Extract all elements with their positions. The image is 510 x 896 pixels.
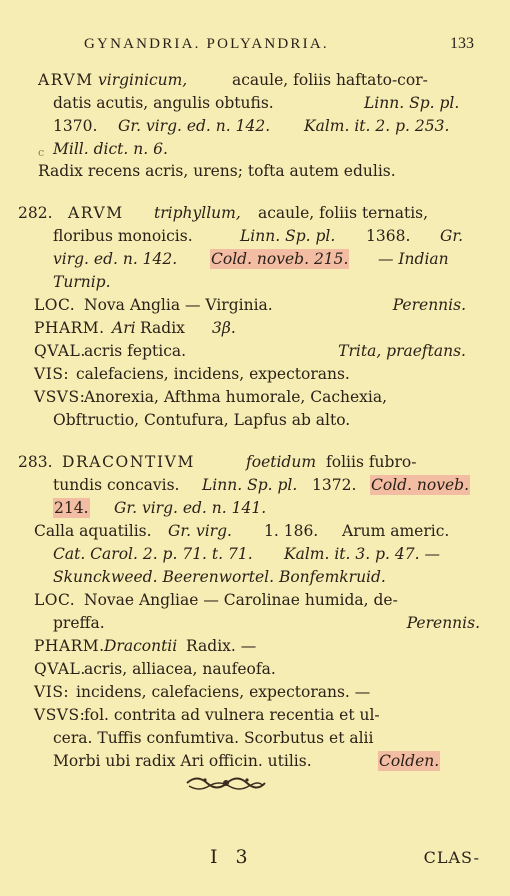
species-name: triphyllum, bbox=[154, 204, 241, 222]
description-text: acaule, foliis haftato-cor- bbox=[232, 71, 428, 89]
field-value: Ari bbox=[112, 319, 136, 337]
field-label-qual: QVAL. bbox=[34, 660, 86, 678]
running-title: GYNANDRIA. POLYANDRIA. bbox=[84, 36, 329, 52]
reference: Mill. dict. n. 6. bbox=[53, 140, 168, 158]
reference-number: 1368. bbox=[366, 227, 411, 245]
signature-mark: I 3 bbox=[210, 846, 254, 868]
description-text: foliis fubro- bbox=[326, 453, 417, 471]
reference: Kalm. it. 3. p. 47. — bbox=[284, 545, 440, 563]
reference-number: 1372. bbox=[312, 476, 357, 494]
synonym-text: Arum americ. bbox=[342, 522, 450, 540]
reference: Kalm. it. 2. p. 253. bbox=[304, 117, 450, 135]
field-value-right: Perennis. bbox=[392, 296, 466, 314]
field-value: Morbi ubi radix Ari officin. utilis. bbox=[53, 752, 312, 770]
field-value: 3β. bbox=[212, 319, 236, 337]
running-header bbox=[0, 36, 510, 58]
description-text: floribus monoicis. bbox=[53, 227, 193, 245]
reference: — Indian bbox=[378, 250, 449, 268]
catchword: CLAS- bbox=[423, 848, 480, 867]
margin-mark: c bbox=[38, 146, 45, 159]
field-value: fol. contrita ad vulnera recentia et ul- bbox=[84, 706, 380, 724]
highlighted-reference: Colden. bbox=[379, 752, 440, 770]
field-value: acris feptica. bbox=[84, 342, 187, 360]
reference: Gr. virg. bbox=[168, 522, 232, 540]
field-label-pharm: PHARM. bbox=[34, 637, 105, 655]
reference: Gr. bbox=[440, 227, 464, 245]
species-name: foetidum bbox=[246, 453, 317, 471]
highlighted-reference: Cold. noveb. 215. bbox=[211, 250, 349, 268]
radix-note: Radix recens acris, urens; tofta autem edulis. bbox=[38, 162, 396, 180]
field-value: Radix bbox=[140, 319, 185, 337]
field-value: incidens, calefaciens, expectorans. — bbox=[76, 683, 371, 701]
description-text: acaule, foliis ternatis, bbox=[258, 204, 429, 222]
field-value: Obftructio, Contufura, Lapfus ab alto. bbox=[53, 411, 351, 429]
field-value: acris, alliacea, naufeofa. bbox=[84, 660, 276, 678]
genus-name: ARVM bbox=[68, 204, 124, 222]
printers-ornament-icon bbox=[185, 772, 267, 794]
field-label-usus: VSVS: bbox=[34, 706, 86, 724]
field-value: Dracontii bbox=[104, 637, 178, 655]
genus-name: DRACONTIVM bbox=[62, 453, 195, 471]
genus-name: ARVM bbox=[38, 71, 94, 89]
reference: Linn. Sp. pl. bbox=[364, 94, 460, 112]
description-text: tundis concavis. bbox=[53, 476, 180, 494]
field-label-usus: VSVS: bbox=[34, 388, 86, 406]
field-value: Anorexia, Afthma humorale, Cachexia, bbox=[84, 388, 388, 406]
field-label-loc: LOC. bbox=[34, 591, 76, 609]
field-value: preffa. bbox=[53, 614, 105, 632]
field-value: Novae Angliae — Carolinae humida, de- bbox=[84, 591, 398, 609]
field-value: calefaciens, incidens, expectorans. bbox=[76, 365, 350, 383]
description-text: datis acutis, angulis obtufis. bbox=[53, 94, 274, 112]
reference: Turnip. bbox=[53, 273, 111, 291]
reference: Linn. Sp. pl. bbox=[240, 227, 336, 245]
field-value-right: Perennis. bbox=[406, 614, 480, 632]
reference: virg. ed. n. 142. bbox=[53, 250, 178, 268]
entry-number: 282. bbox=[18, 204, 53, 222]
field-value: cera. Tuffis confumtiva. Scorbutus et alii bbox=[53, 729, 374, 747]
reference-number: 1. 186. bbox=[264, 522, 319, 540]
field-value: Nova Anglia — Virginia. bbox=[84, 296, 273, 314]
reference-number: 1370. bbox=[53, 117, 98, 135]
reference: Gr. virg. ed. n. 142. bbox=[118, 117, 271, 135]
field-value: Radix. — bbox=[186, 637, 257, 655]
field-label-vis: VIS: bbox=[34, 365, 70, 383]
synonym-text: Calla aquatilis. bbox=[34, 522, 152, 540]
reference: Cat. Carol. 2. p. 71. t. 71. bbox=[53, 545, 253, 563]
reference: Gr. virg. ed. n. 141. bbox=[114, 499, 267, 517]
field-label-pharm: PHARM. bbox=[34, 319, 105, 337]
reference: Linn. Sp. pl. bbox=[202, 476, 298, 494]
page-number: 133 bbox=[450, 35, 474, 52]
highlighted-reference: 214. bbox=[54, 499, 89, 517]
highlighted-reference: Cold. noveb. bbox=[371, 476, 470, 494]
species-name: virginicum, bbox=[98, 71, 188, 89]
field-label-loc: LOC. bbox=[34, 296, 76, 314]
vernacular-names: Skunckweed. Beerenwortel. Bonfemkruid. bbox=[53, 568, 386, 586]
entry-number: 283. bbox=[18, 453, 53, 471]
field-value-right: Trita, praeftans. bbox=[338, 342, 466, 360]
field-label-qual: QVAL. bbox=[34, 342, 86, 360]
field-label-vis: VIS: bbox=[34, 683, 70, 701]
